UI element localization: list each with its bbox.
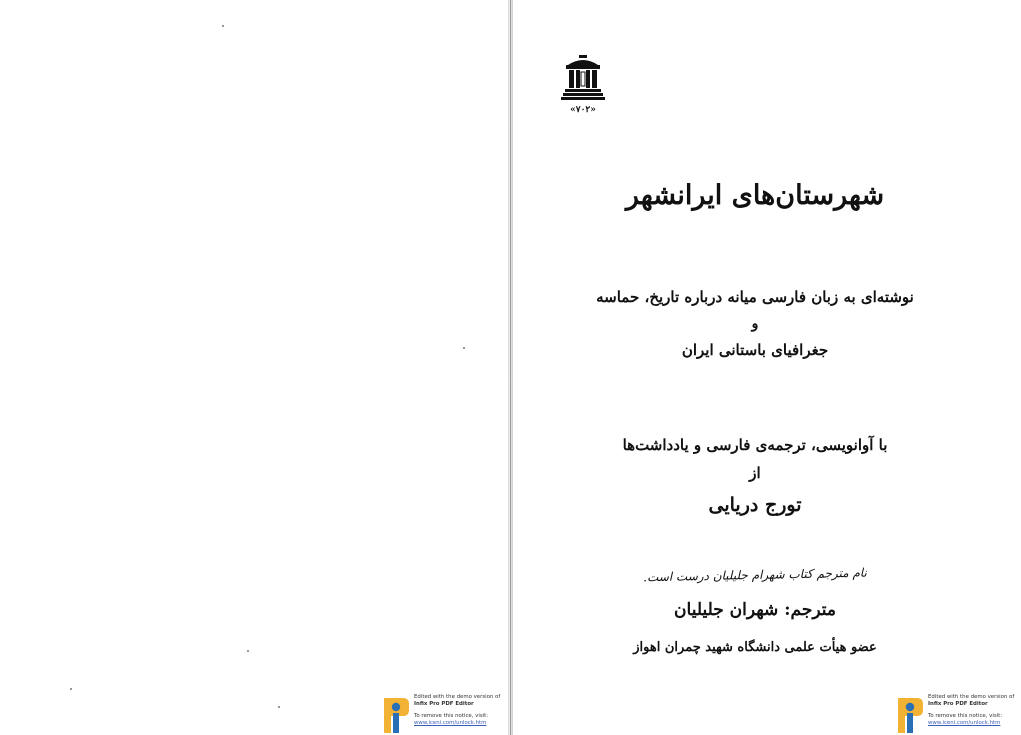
watermark-line-2: Infix Pro PDF Editor [414,701,474,707]
book-title: شهرستان‌های ایرانشهر [625,180,885,211]
subtitle-line-2: جغرافیای باستانی ایران [681,341,829,359]
translator-affiliation: عضو هیأت علمی دانشگاه شهید چمران اهواز [633,640,877,655]
publication-number: «۷۰۲» [570,105,596,115]
watermark-link[interactable]: www.iceni.com/unlock.htm [414,720,487,726]
handwritten-note: نام مترجم کتاب شهرام جلیلیان درست است. [643,565,867,585]
watermark-line-1: Edited with the demo version of [928,694,1015,700]
speck [247,650,249,652]
watermark-line-2: Infix Pro PDF Editor [928,701,988,707]
watermark-line-3: To remove this notice, visit: [414,713,489,719]
translator-name: مترجم: شهران جلیلیان [674,600,836,620]
watermark-line-1: Edited with the demo version of [414,694,501,700]
by-label: از [749,464,761,482]
author-name: تورج دریایی [708,494,802,516]
watermark-line-3: To remove this notice, visit: [928,713,1003,719]
infix-logo-icon [895,696,925,735]
watermark-right [895,694,1021,735]
watermark-link[interactable]: www.iceni.com/unlock.htm [928,720,1001,726]
speck [222,25,224,27]
subtitle-line-1: نوشته‌ای به زبان فارسی میانه درباره تاریخ، حماسه [596,288,914,306]
watermark-left [381,694,511,735]
speck [70,688,72,690]
subtitle-conjunction: و [751,316,759,332]
speck [463,347,465,349]
edition-description: با آوانویسی، ترجمه‌ی فارسی و یادداشت‌ها [622,436,888,454]
left-page [0,0,508,735]
speck [278,706,280,708]
infix-logo-icon [381,696,411,735]
publisher-logo-icon [560,55,606,103]
